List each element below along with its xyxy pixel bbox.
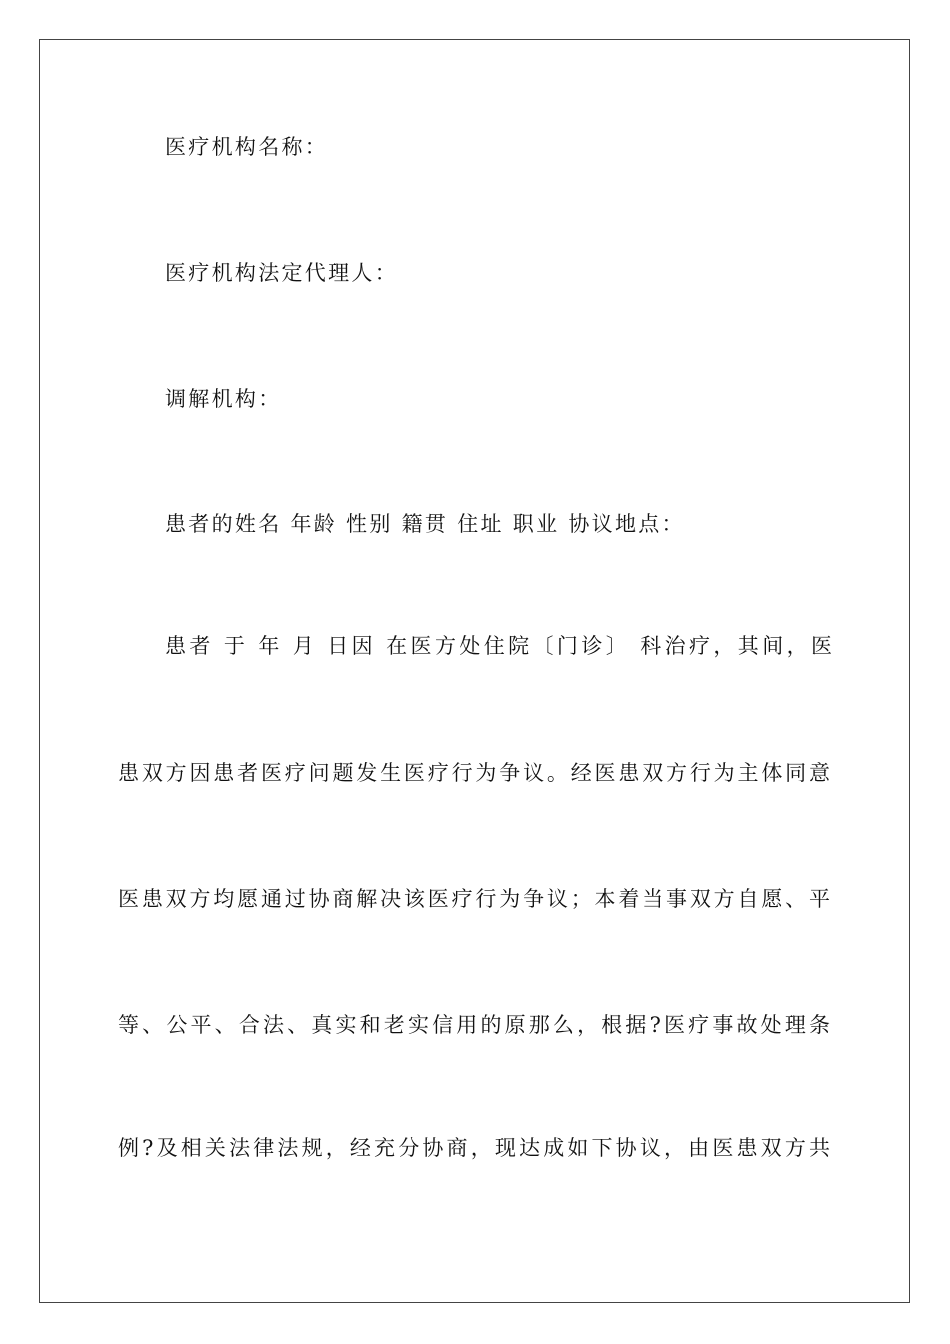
agreement-paragraph-line-5: 例?及相关法律法规，经充分协商，现达成如下协议，由医患双方共 bbox=[118, 1136, 830, 1160]
mediation-agency-label: 调解机构： bbox=[165, 387, 282, 411]
institution-name-label: 医疗机构名称： bbox=[165, 135, 329, 159]
agreement-paragraph-line-2: 患双方因患者医疗问题发生医疗行为争议。经医患双方行为主体同意 bbox=[118, 761, 830, 785]
agreement-paragraph-line-3: 医患双方均愿通过协商解决该医疗行为争议；本着当事双方自愿、平 bbox=[118, 887, 830, 911]
page-border bbox=[39, 39, 910, 1303]
agreement-paragraph-line-4: 等、公平、合法、真实和老实信用的原那么，根据?医疗事故处理条 bbox=[118, 1013, 830, 1037]
agreement-paragraph-line-1: 患者 于 年 月 日因 在医方处住院〔门诊〕 科治疗，其间，医 bbox=[165, 634, 832, 658]
patient-info-fields-line: 患者的姓名 年龄 性别 籍贯 住址 职业 协议地点： bbox=[165, 512, 685, 536]
legal-representative-label: 医疗机构法定代理人： bbox=[165, 261, 398, 285]
